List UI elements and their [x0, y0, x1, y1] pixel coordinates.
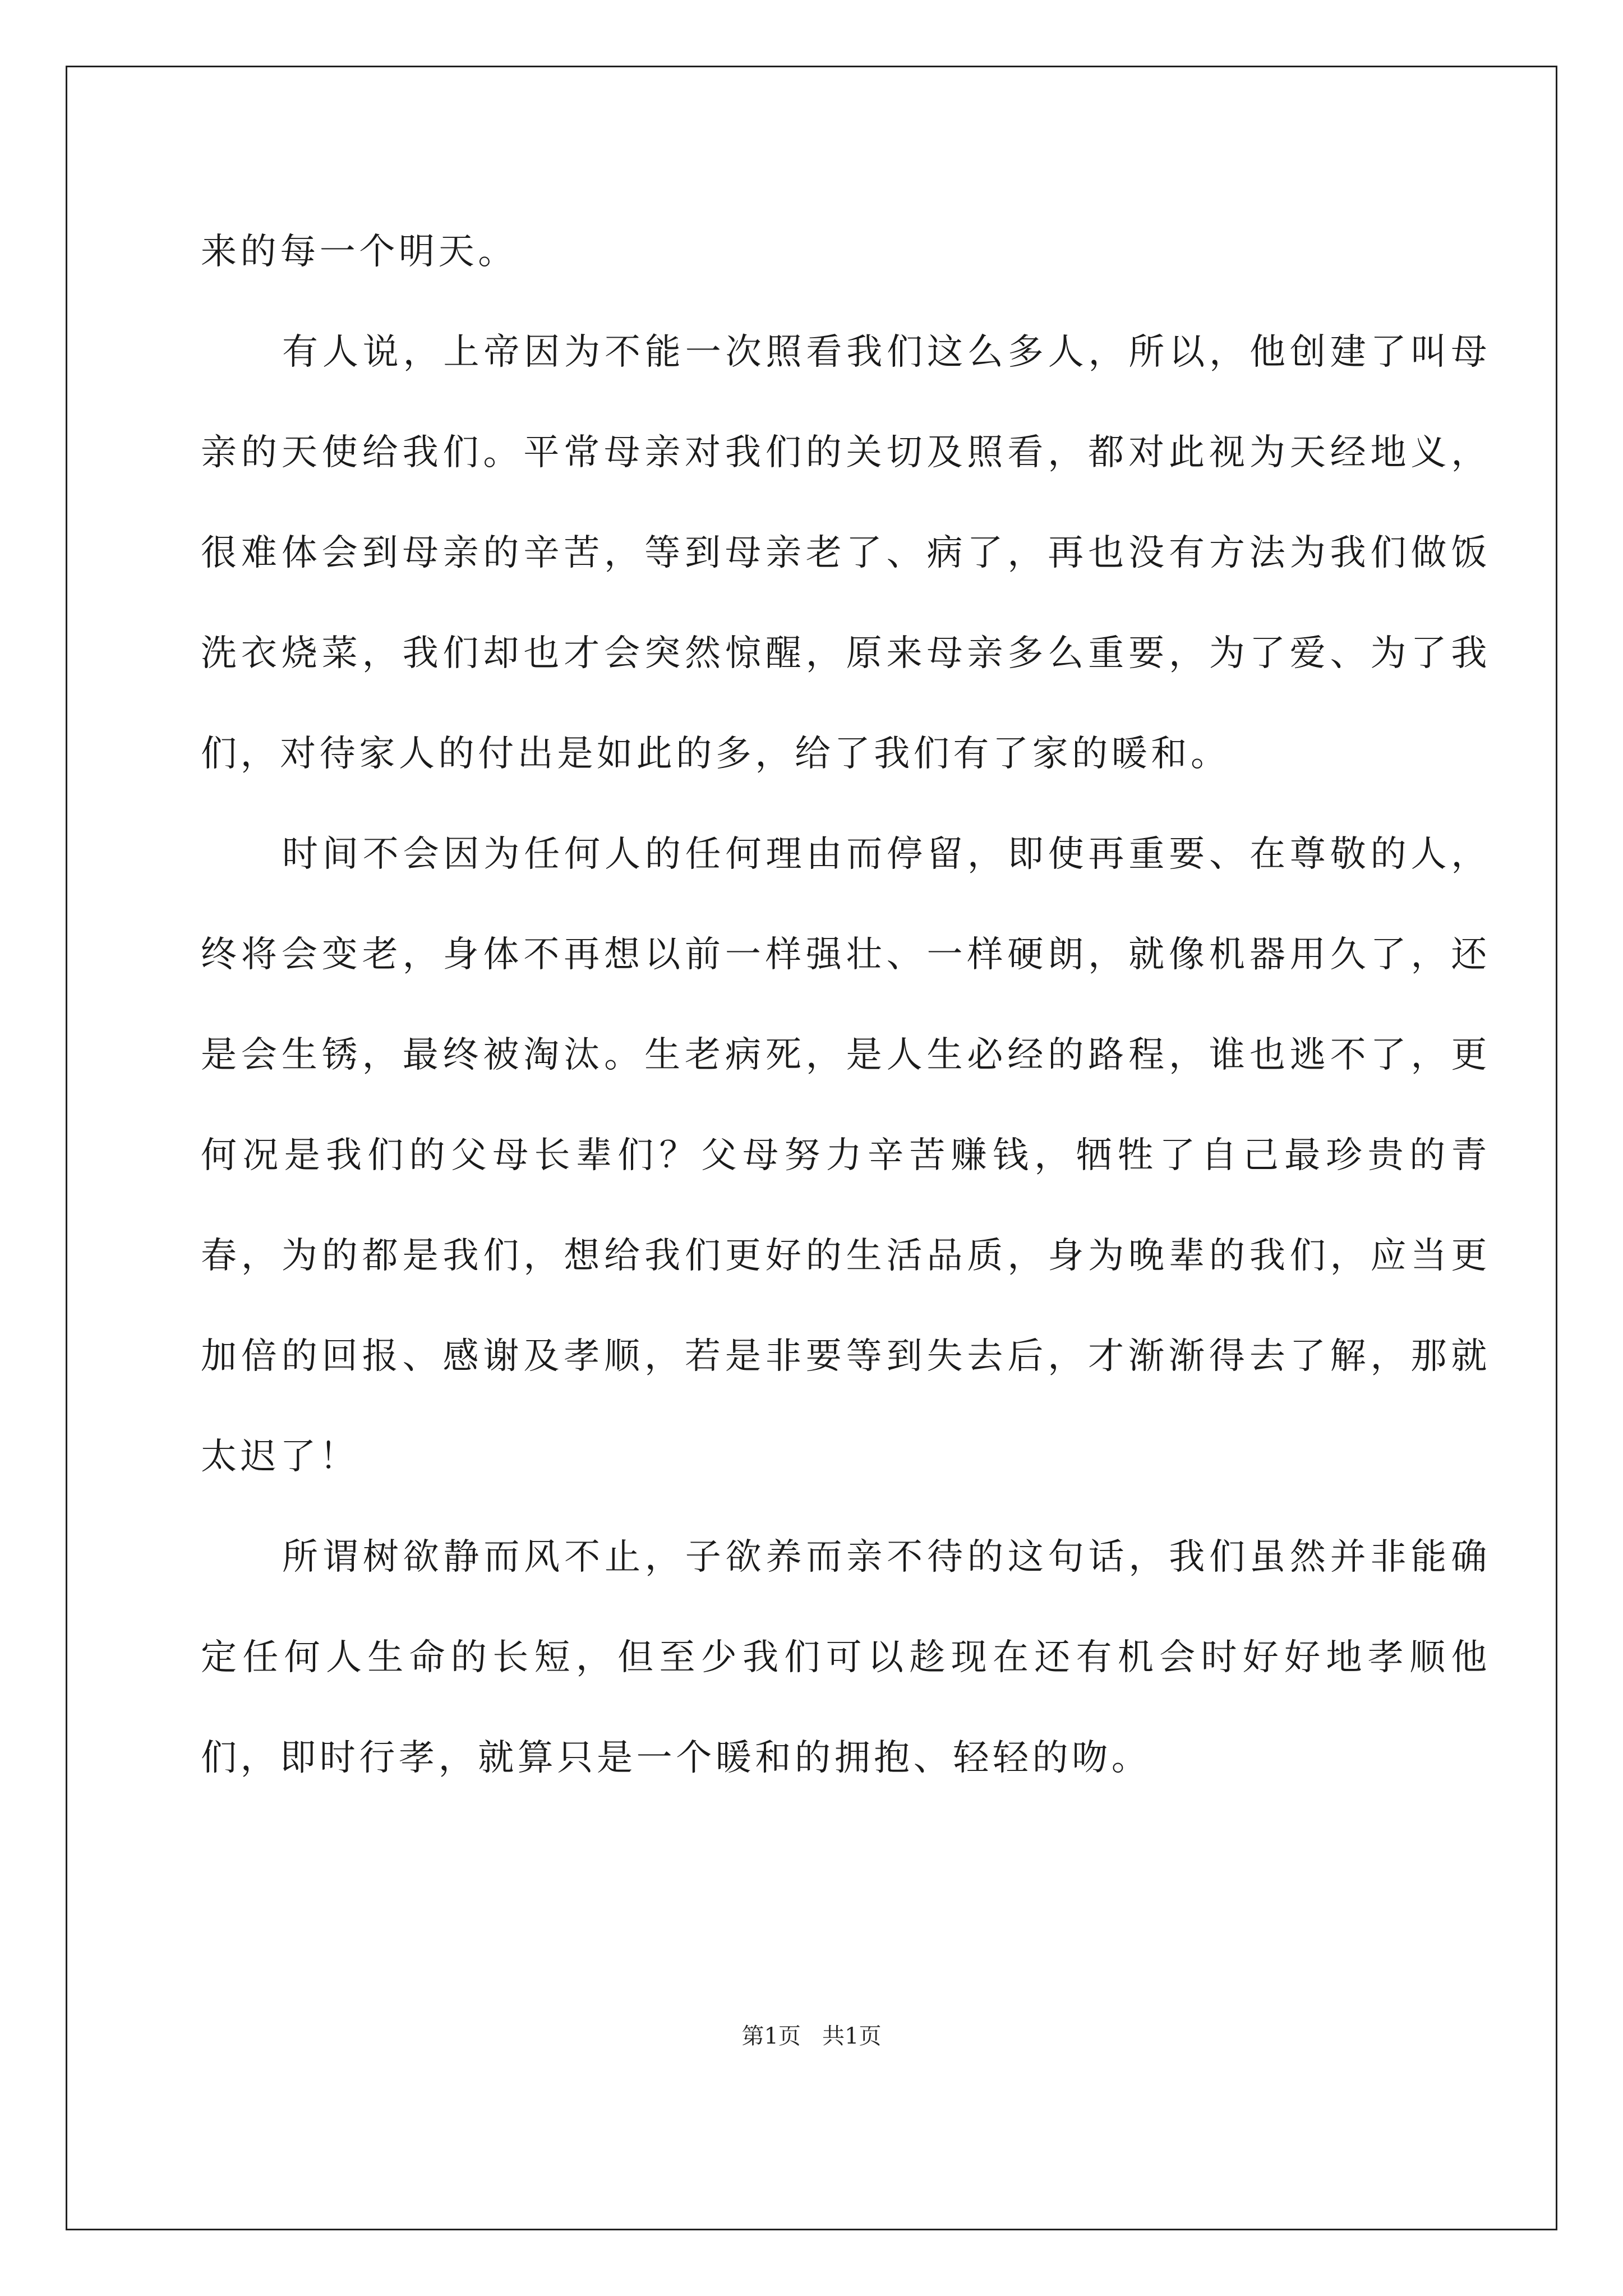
paragraph-3: 时间不会因为任何人的任何理由而停留，即使再重要、在尊敬的人，终将会变老，身体不再想以前一样强壮、一样硬朗，就像机器用久了，还是会生锈，最终被淘汰。生老病死，是人生必经的路程，谁也逃不了，更何况是我们的父母长辈们？父母努力辛苦赚钱，牺牲了自己最珍贵的青春，为的都是我们，想给我们更好的生活品质，身为晚辈的我们，应当更加倍的回报、感谢及孝顺，若是非要等到失去后，才渐渐得去了解，那就太迟了！ [201, 834, 1491, 1478]
paragraph-1: 来的每一个明天。 [201, 231, 518, 273]
paragraph-2: 有人说，上帝因为不能一次照看我们这么多人，所以，他创建了叫母亲的天使给我们。平常母亲对我们的关切及照看，都对此视为天经地义，很难体会到母亲的辛苦，等到母亲老了、病了，再也没有方法为我们做饭洗衣烧菜，我们却也才会突然惊醒，原来母亲多么重要，为了爱、为了我们，对待家人的付出是如此的多，给了我们有了家的暖和。 [201, 332, 1491, 775]
page-number-label: 第1页 共1页 [741, 2023, 882, 2049]
paragraph-4: 所谓树欲静而风不止，子欲养而亲不待的这句话，我们虽然并非能确定任何人生命的长短，但至少我们可以趁现在还有机会时好好地孝顺他们，即时行孝，就算只是一个暖和的拥抱、轻轻的吻。 [201, 1536, 1491, 1779]
page-footer [0, 2019, 1623, 2053]
document-body [201, 202, 1491, 1809]
